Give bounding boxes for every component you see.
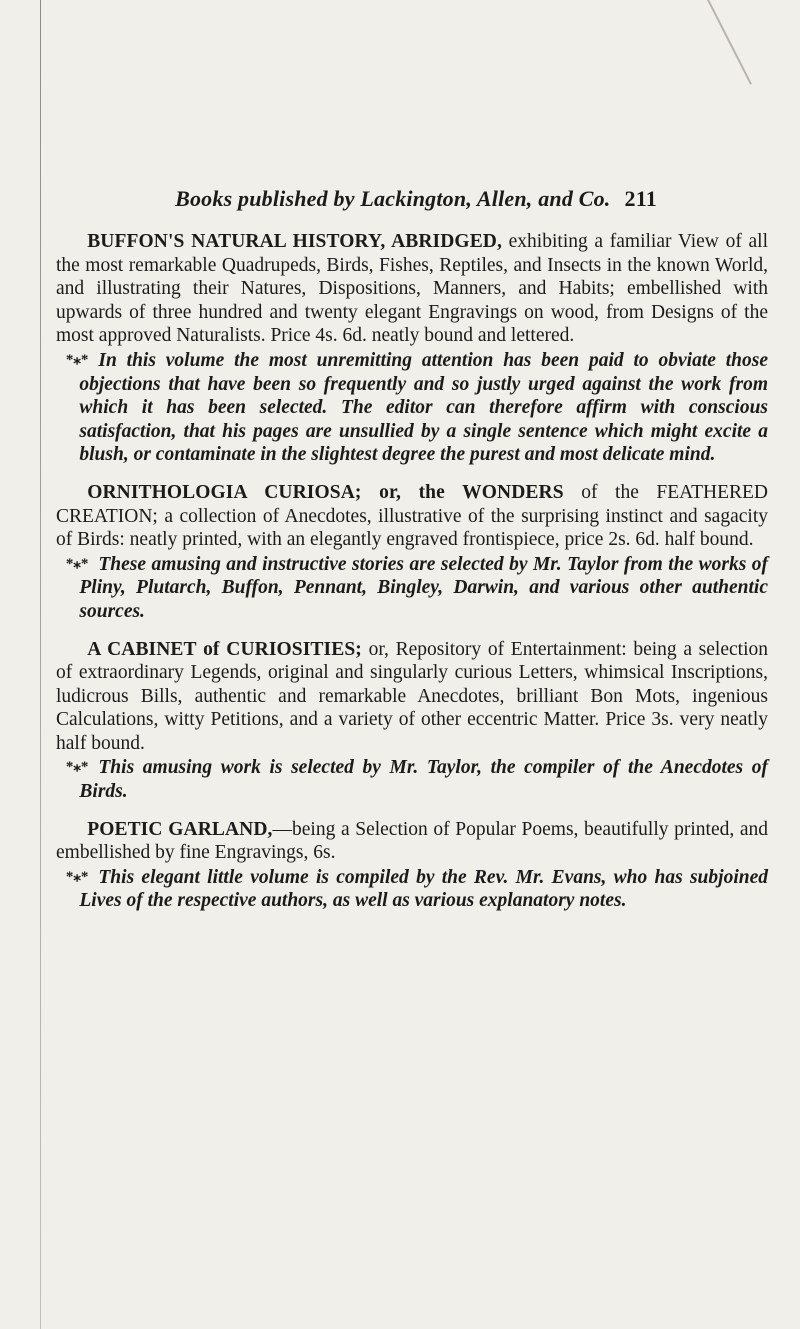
entry-body: or, Repository of Entertainment: being a selection of extraordinary Legends, original and singularly curious Letters, whimsical Inscriptions, ludicrous Bills, authentic and remarkable Anecdotes, brilliant Bon Mots, ingenious Calculations, witty Petitions, and a variety of other eccentric Matter. Price 3s. very neatly half bound. [56,638,768,754]
entry-description [56,818,768,865]
note-asterism: *⁎* [65,351,89,368]
entry-note-text: This amusing work is selected by Mr. Taylor, the compiler of the Anecdotes of Birds. [79,757,768,803]
entry-note [56,553,768,624]
book-entry-buffon [56,230,768,467]
book-entry-ornithologia [56,481,768,624]
entry-body: of the FEATHERED CREATION; a collection of Anecdotes, illustrative of the surprising instinct and sagacity of Birds: neatly printed, with an elegantly engraved frontispiece, price 2s. 6d. half bound. [56,481,768,551]
entry-body: exhibiting a familiar View of all the most remarkable Quadrupeds, Birds, Fishes, Reptiles, and Insects in the known World, and illustrating their Natures, Dispositions, Manners, and Habits; embellished with upwards of three hundred and twenty elegant Engravings on wood, from Designs of the most approved Naturalists. Price 4s. 6d. neatly bound and lettered. [56,231,768,347]
entry-title: POETIC GARLAND, [87,818,273,840]
entry-note-text: These amusing and instructive stories are selected by Mr. Taylor from the works of Pliny, Plutarch, Buffon, Pennant, Bingley, Darwin, and various other authentic sources. [79,553,768,622]
entry-description [56,481,768,552]
entry-note [56,756,768,803]
note-asterism: *⁎* [65,868,89,885]
note-asterism: *⁎* [65,759,89,776]
note-asterism: *⁎* [65,555,89,572]
entry-title: ORNITHOLOGIA CURIOSA; or, the WONDERS [87,481,564,503]
entry-note-text: This elegant little volume is compiled by the Rev. Mr. Evans, who has subjoined Lives of the respective authors, as well as various explanatory notes. [79,866,768,912]
page-fold-line [40,0,41,1329]
book-page [56,186,768,927]
book-entry-poetic-garland [56,818,768,913]
entry-description [56,230,768,348]
entry-body: —being a Selection of Popular Poems, beautifully printed, and embellished by fine Engravings, 6s. [56,818,768,864]
paper-crease [707,0,752,85]
entry-note [56,866,768,913]
book-entry-cabinet [56,638,768,804]
entry-note [56,349,768,467]
entry-description [56,638,768,756]
entry-title: A CABINET of CURIOSITIES; [87,638,362,660]
page-number: 211 [624,186,657,211]
entry-note-text: In this volume the most unremitting attention has been paid to obviate those objections that have been so frequently and so justly urged against the work from which it has been selected. The editor can therefore affirm with conscious satisfaction, that his pages are unsullied by a single sentence which might excite a blush, or contaminate in the slightest degree the purest and most delicate mind. [79,349,768,466]
running-head-title: Books published by Lackington, Allen, and Co. [175,186,611,211]
entry-title: BUFFON'S NATURAL HISTORY, ABRIDGED, [87,231,502,252]
running-head [56,186,768,212]
